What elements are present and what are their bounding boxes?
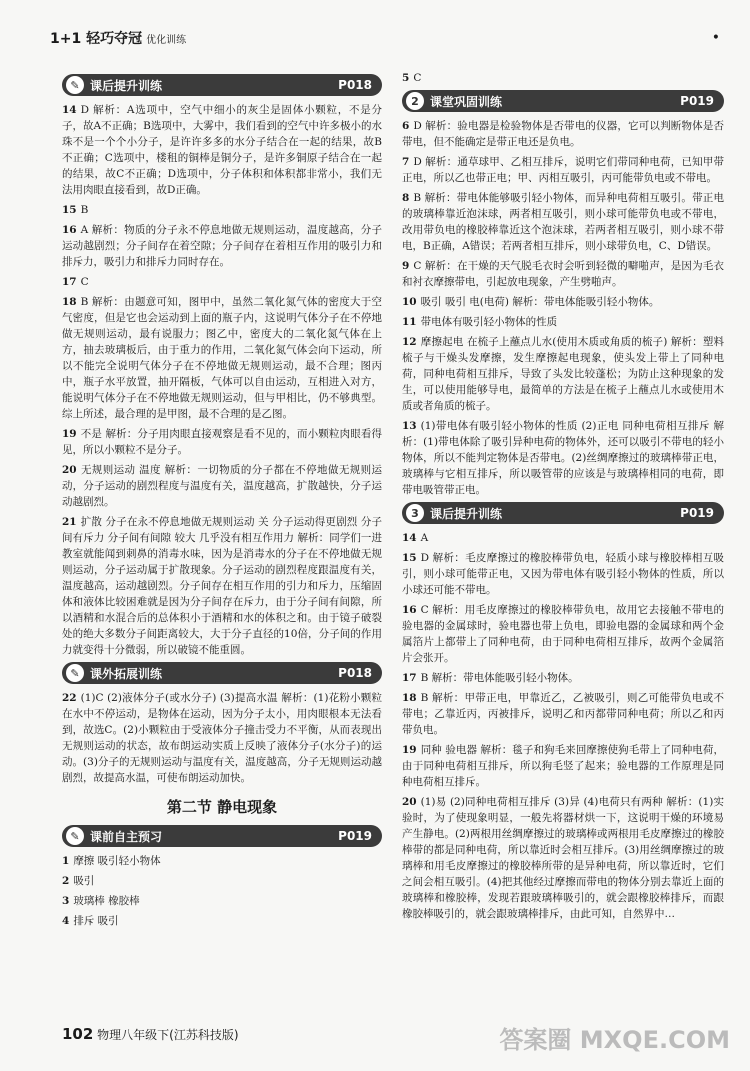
answer-number: 11 xyxy=(402,316,417,328)
answer-text: (1)易 (2)同种电荷相互排斥 (3)异 (4)电荷只有两种 解析：(1)实验时，为了使现象明显，一般先将器材烘一下，这说明干燥的环境易产生静电。(2)两根用丝绸摩擦过的玻璃棒或两根用毛皮摩擦过的橡胶棒带的都是同种电荷，所以靠近时会相互排斥。(3)用丝绸摩擦过的玻璃棒和用毛皮摩擦过的橡胶棒所带的是异种电荷，所以靠近时，它们之间会相互吸引。(4)把其他经过摩擦而带电的物体分别去靠近上面的玻璃棒和橡胶棒，发现若跟玻璃棒吸引的，就会跟橡胶棒排斥，而跟橡胶棒吸引的，就会跟玻璃棒排斥，由此可知，自然界中… xyxy=(402,796,724,920)
answer-number: 19 xyxy=(62,428,77,440)
answer-number: 20 xyxy=(402,796,417,808)
answer-text: C xyxy=(413,72,422,84)
answer-item xyxy=(402,794,724,922)
answer-text: D 解析：验电器是检验物体是否带电的仪器，它可以判断物体是否带电，但不能确定是带正电还是负电。 xyxy=(402,120,724,148)
chapter-title: 第二节 静电现象 xyxy=(166,798,278,816)
answer-list xyxy=(402,70,724,86)
page-header xyxy=(50,28,730,56)
answer-text: 无规则运动 温度 解析：一切物质的分子都在不停地做无规则运动，分子运动的剧烈程度与温度有关，温度越高，扩散越快，分子运动越剧烈。 xyxy=(62,464,382,508)
answer-number: 8 xyxy=(402,192,410,204)
answer-number: 2 xyxy=(62,875,70,887)
brand-logo: 1+1 轻巧夺冠 优化训练 xyxy=(50,31,187,47)
answer-text: D 解析：A选项中，空气中细小的灰尘是固体小颗粒，不是分子，故A不正确；B选项中，大雾中，我们看到的空气中许多极小的水珠不是一个个小分子，是许许多多的水分子结合在一起的结果，故B不正确；C选项中，楼租的铜棒是铜分子，是许多铜原子结合在一起的结果，故C不正确；D选项中，分子体积和体积都非常小，我们无法用肉眼直接看到，故D正确。 xyxy=(62,104,382,196)
answer-text: 不是 解析：分子用肉眼直接观察是看不见的，而小颗粒肉眼看得见，所以小颗粒不是分子。 xyxy=(62,428,382,456)
answer-text: 摩擦 吸引轻小物体 xyxy=(73,855,161,867)
answer-number: 17 xyxy=(62,276,77,288)
watermark: 答案圈 MXQE.COM xyxy=(499,1026,730,1054)
answer-item xyxy=(402,294,724,310)
section-icon: ✎ xyxy=(66,664,84,682)
answer-item xyxy=(402,118,724,150)
answer-number: 9 xyxy=(402,260,410,272)
answer-item xyxy=(402,70,724,86)
answer-item xyxy=(402,602,724,666)
section-bar: 2 课堂巩固训练 P019 xyxy=(402,90,724,112)
answer-item xyxy=(402,550,724,598)
answer-item xyxy=(62,426,382,458)
answer-text: (1)C (2)液体分子(或水分子) (3)提高水温 解析：(1)花粉小颗粒在水中不停运动，是物体在运动，因为分子太小，用肉眼根本无法看到，故选C。(2)小颗粒由于受液体分子撞击受力不平衡，从而表现出无规则运动的状态，故布朗运动实质上反映了液体分子(水分子)的运动。(3)分子的无规则运动与温度有关，温度越高，分子无规则运动越剧烈，故提高水温，可使布朗运动加快。 xyxy=(62,692,382,784)
answer-text: 排斥 吸引 xyxy=(73,915,119,927)
answer-item xyxy=(402,742,724,790)
answer-number: 12 xyxy=(402,336,417,348)
answer-item xyxy=(62,853,382,869)
answer-item xyxy=(62,873,382,889)
answer-text: B xyxy=(80,204,89,216)
section-bar: ✎ 课前自主预习 P019 xyxy=(62,825,382,847)
answer-number: 16 xyxy=(402,604,417,616)
answer-text: A xyxy=(420,532,429,544)
left-column xyxy=(62,70,382,933)
answer-number: 22 xyxy=(62,692,77,704)
section-bar: ✎ 课外拓展训练 P018 xyxy=(62,662,382,684)
answer-number: 14 xyxy=(402,532,417,544)
section-icon: 3 xyxy=(406,504,424,522)
answer-number: 21 xyxy=(62,516,77,528)
header-dot: • xyxy=(711,30,720,46)
answer-item xyxy=(402,670,724,686)
answer-text: B 解析：甲带正电，甲靠近乙，乙被吸引，则乙可能带负电或不带电；乙靠近丙，丙被排斥，说明乙和丙都带同种电荷；所以乙和丙带负电。 xyxy=(402,692,724,736)
answer-number: 4 xyxy=(62,915,70,927)
answer-text: B 解析：由题意可知，图甲中，虽然二氧化氮气体的密度大于空气密度，但是它也会运动到上面的瓶子内，这说明气体分子在不停地做无规则运动，最有说服力；图乙中，密度大的二氧化氮气体在上方，抽去玻璃板后，由于重力的作用，二氧化氮气体会向下运动，所以不能完全说明气体分子在不停地做无规则运动，最不合理；图丙中，瓶子水平放置，抽开隔板，气体可以自由运动，互相进入对方，能说明气体分子在不停地做无规则运动，但与甲相比，仍不够典型。综上所述，最合理的是甲图，最不合理的是乙图。 xyxy=(62,296,382,420)
answer-list xyxy=(402,530,724,922)
answer-item xyxy=(402,334,724,414)
answer-list xyxy=(402,118,724,498)
answer-text: 吸引 吸引 电(电荷) 解析：带电体能吸引轻小物体。 xyxy=(420,296,660,308)
section-bar: ✎ 课后提升训练 P018 xyxy=(62,74,382,96)
answer-item xyxy=(62,222,382,270)
answer-number: 3 xyxy=(62,895,70,907)
answer-list xyxy=(62,690,382,786)
answer-text: C 解析：在干燥的天气脱毛衣时会听到轻微的噼啪声，是因为毛衣和衬衣摩擦带电，引起放电现象，产生劈啪声。 xyxy=(402,260,724,288)
answer-text: C xyxy=(80,276,89,288)
answer-text: 摩擦起电 在梳子上蘸点儿水(使用木质或角质的梳子) 解析：塑料梳子与干燥头发摩擦，发生摩擦起电现象，使头发上带上了同种电荷，同种电荷相互排斥，导致了头发比较蓬松；为防止这种现象的发生，可以使用能够导电，最简单的方法是在梳子上蘸点儿水或使用木质或者角质的梳子。 xyxy=(402,336,724,412)
answer-text: C 解析：用毛皮摩擦过的橡胶棒带负电，故用它去接触不带电的验电器的金属球时，验电器也带上负电，即验电器的金属球和两个金属箔片上都带上了同种电荷，由于同种电荷相互排斥，故两个金属箔片会张开。 xyxy=(402,604,724,664)
answer-item xyxy=(402,530,724,546)
section-icon: ✎ xyxy=(66,827,84,845)
answer-item xyxy=(62,514,382,658)
answer-text: 玻璃棒 橡胶棒 xyxy=(73,895,140,907)
answer-text: 吸引 xyxy=(73,875,95,887)
answer-number: 5 xyxy=(402,72,410,84)
answer-list xyxy=(62,102,382,658)
answer-text: B 解析：带电体能吸引轻小物体。 xyxy=(420,672,579,684)
answer-text: D 解析：通草球甲、乙相互排斥，说明它们带同种电荷，已知甲带正电，所以乙也带正电；甲、丙相互吸引，丙可能带负电或不带电。 xyxy=(402,156,724,184)
answer-number: 1 xyxy=(62,855,70,867)
answer-text: (1)带电体有吸引轻小物体的性质 (2)正电 同种电荷相互排斥 解析：(1)带电体除了吸引异种电荷的物体外，还可以吸引不带电的轻小物体，所以不能判定物体是否带电。(2)丝绸摩擦过的玻璃棒带正电，玻璃棒与它相互排斥，所以吸管带的应该是与玻璃棒相同的电荷，即带电吸管带正电。 xyxy=(402,420,724,496)
book-subject: 物理八年级下(江苏科技版) xyxy=(97,1028,239,1042)
page-footer xyxy=(62,1025,239,1043)
answer-item xyxy=(62,913,382,929)
answer-item xyxy=(402,690,724,738)
answer-item xyxy=(62,690,382,786)
answer-item xyxy=(402,258,724,290)
answer-number: 20 xyxy=(62,464,77,476)
answer-number: 15 xyxy=(402,552,417,564)
answer-number: 7 xyxy=(402,156,410,168)
answer-number: 16 xyxy=(62,224,77,236)
answer-number: 14 xyxy=(62,104,77,116)
answer-text: 扩散 分子在永不停息地做无规则运动 关 分子运动得更剧烈 分子间有斥力 分子间有间隙 较大 几乎没有相互作用力 解析：同学们一进教室就能闻到刺鼻的消毒水味，因为是消毒水的分子在不停地做无规则运动，分子运动属于扩散现象。分子运动的剧烈程度跟温度有关，温度越高，运动越剧烈。分子间存在相互作用的引力和斥力，压缩固体和液体比较困难就是因为分子间存在斥力，由于分子间有间隙，所以酒精和水混合后的总体积小于酒精和水的体积之和。由于镜子破裂处的绝大多数分子间距离较大，大于分子直径的10倍，分子间的作用力就变得十分微弱，所以破镜不能重圆。 xyxy=(62,516,382,656)
answer-item xyxy=(62,294,382,422)
answer-item xyxy=(402,154,724,186)
answer-item xyxy=(402,314,724,330)
answer-item xyxy=(62,462,382,510)
answer-text: D 解析：毛皮摩擦过的橡胶棒带负电，轻质小球与橡胶棒相互吸引，则小球可能带正电，又因为带电体有吸引轻小物体的性质，所以小球还可能不带电。 xyxy=(402,552,724,596)
answer-text: B 解析：带电体能够吸引轻小物体，而异种电荷相互吸引。带正电的玻璃棒靠近泡沫球，两者相互吸引，则小球可能带负电或不带电，改用带负电的橡胶棒靠近这个泡沫球，若两者相互吸引，则小球不带电，B正确，A错误；若两者相互排斥，则小球带负电，C、D错误。 xyxy=(402,192,724,252)
answer-text: 带电体有吸引轻小物体的性质 xyxy=(420,316,558,328)
page-number: 102 xyxy=(62,1025,94,1043)
answer-item xyxy=(62,274,382,290)
answer-number: 15 xyxy=(62,204,77,216)
right-column xyxy=(402,70,724,926)
answer-item xyxy=(62,202,382,218)
section-icon: ✎ xyxy=(66,76,84,94)
answer-item xyxy=(62,893,382,909)
answer-number: 10 xyxy=(402,296,417,308)
section-bar: 3 课后提升训练 P019 xyxy=(402,502,724,524)
answer-number: 18 xyxy=(62,296,77,308)
answer-text: 同种 验电器 解析：毯子和狗毛来回摩擦使狗毛带上了同种电荷，由于同种电荷相互排斥，所以狗毛竖了起来；验电器的工作原理是同种电荷相互排斥。 xyxy=(402,744,724,788)
section-icon: 2 xyxy=(406,92,424,110)
answer-text: A 解析：物质的分子永不停息地做无规则运动，温度越高，分子运动越剧烈；分子间存在着空隙；分子间存在着相互作用的吸引力和排斥力，吸引力和排斥力同时存在。 xyxy=(62,224,382,268)
answer-item xyxy=(62,102,382,198)
answer-number: 6 xyxy=(402,120,410,132)
answer-item xyxy=(402,418,724,498)
answer-list xyxy=(62,853,382,929)
answer-number: 18 xyxy=(402,692,417,704)
answer-item xyxy=(402,190,724,254)
answer-number: 17 xyxy=(402,672,417,684)
answer-number: 13 xyxy=(402,420,417,432)
answer-number: 19 xyxy=(402,744,417,756)
